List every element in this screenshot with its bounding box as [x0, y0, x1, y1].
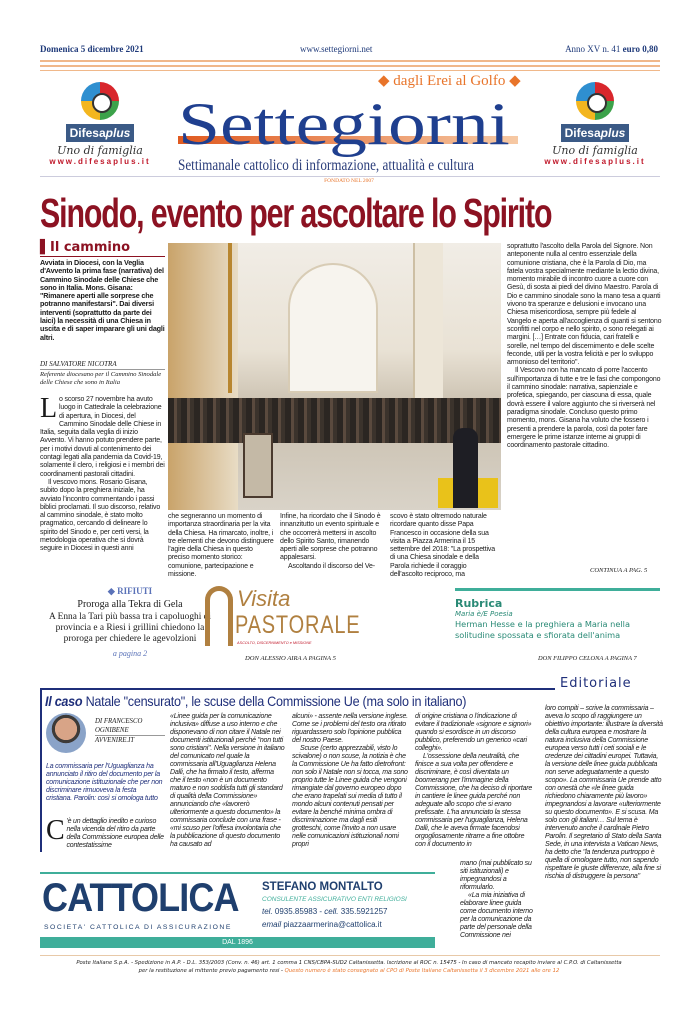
article-summary: Avviata in Diocesi, con la Veglia d'Avvento la prima fase (narrativa) del Cammino Sinodale delle Chiese che sono in Italia. Mons. Gisana: "Rimanere aperti alle sorprese che potranno manifestarsi". Dai diversi interventi (soprattutto da parte dei laici) la necessità di una Chiesa in uscita e di saper imparare gli uni dagli altri. — [40, 258, 165, 342]
ad-rule — [40, 872, 435, 874]
continue-link[interactable]: CONTINUA A PAG. 5 — [590, 567, 648, 574]
divider — [40, 65, 660, 67]
rubrica-ref: DON FILIPPO CELONA A PAGINA 7 — [538, 655, 637, 662]
editorial-byline: DI FRANCESCO OGNIBENE AVVENIRE.IT — [95, 717, 165, 745]
rifiuti-text: A Enna la Tari più bassa tra i capoluoghi di provincia e a Riesi i grillini chiedono la proroga per chiedere le agevolzioni — [49, 612, 211, 644]
sponsor-url: www.difesaplus.it — [544, 157, 646, 166]
editorial-column-5: loro compiti – scrive la commissaria – aveva lo scopo di raggiungere un obiettivo importante: illustrare la diversità della cultura europea e mostrare la natura inclusiva della Commissione europea verso tutti i ceti sociali e le credenze dei cittadini europei. Tuttavia, la versione delle linee guida pubblicata non serve adeguatamente a questo scopo». La commissaria Ue prende atto con onestà che «le linee guida richiedono chiaramente più lavoro» impegnandosi a lavorare «ulteriormente su questo documento». E si scusa. Ma solo con gli italiani… Sul tema è intervenuto anche il cardinale Pietro Parolin. Il segretario di Stato della Santa Sede, in una intervista a Vatican News, ha detto che "la tendenza purtroppo è quella di omologare tutto, non sapendo rispettare le giuste differenze, alla fine si rischia di distruggere la persona" — [545, 705, 663, 880]
sponsor-slogan: Uno di famiglia — [552, 144, 638, 157]
divider — [40, 60, 660, 62]
editorial-frame-left — [40, 688, 42, 852]
byline-role: Referente diocesano per il Cammino Sinodale delle Chiese che sono in Italia — [40, 371, 162, 386]
article-column-5: soprattutto l'ascolto della Parola del Signore. Non anteponente nulla al centro essenziale della comunione cristiana, che è la Parola di Dio, ma fatela vostra specialmente mediante la lectio divina, momento mirabile di incontro cuore a cuore con Gesù, di sosta ai piedi del divino Maestro. Parola di Dio e cammino sinodale sono la mano tesa a quanti vivono tra speranze e delusioni e invocano una Chiesa misericordiosa, sempre più fedele al Vangelo e aperta all'accoglienza di quanti si sentono sconfitti nel corpo e nello spirito, o sono relegati ai margini. […] Entrate con fiducia, cari fratelli e sorelle, nel tempo del discernimento e delle scelte feconde, utili per la vostra felicità e per lo sviluppo armonioso del territorio". Il Vescovo non ha mancato di porre l'accento sull'importanza di tutte e tre le fasi che compongono il cammino sinodale: narrativa, sapienziale e profetica, spiegando, per ciascuna di essa, quale dovrà essere il valore aggiunto che si riverserà nel paradigma sinodale. Concluso questo primo momento, mons. Gisana ha voluto che fossero i presenti a prendere la parola, così da poter fare emergere le prime istanze interne ai gruppi di coordinamento pastorale cittadino. — [507, 243, 662, 450]
main-headline[interactable]: Sinodo, evento per ascoltare lo Spirito — [40, 190, 552, 236]
crozier-icon — [205, 586, 233, 646]
editorial-title: Il caso Natale "censurato", le scuse della Commissione Ue (ma solo in italiano) — [45, 693, 467, 709]
ad-since: DAL 1896 — [40, 937, 435, 948]
ad-phone: tel. 0935.85983 - cell. 335.5921257 — [262, 907, 388, 916]
masthead-subtitle: Settimanale cattolico di informazione, attualità e cultura — [178, 157, 474, 174]
author-photo — [46, 713, 86, 753]
editorial-column-2: «Linee guida per la comunicazione inclusiva» diffuse a uso interno e che disponevano di non citare il Natale nei documenti istituzionali perché "non tutti sono cristiani". Nella versione in italiano del comunicato nel quale la commissaria all'Uguaglianza Helena Dalli, che ha firmato il testo, afferma che il testo «non è un documento maturo e non soddisfa tutti gli standard di qualità della Commissione» annunciando che «lavorerò ulteriormente a questo documento» la commissaria conclude con una frase - «mi scuso per l'offesa involontaria che la pubblicazione di questo documento ha causato ad — [170, 713, 285, 848]
visita-pastorale-logo[interactable]: Visita PASTORALE ASCOLTO, DISCERNIMENTO e MISSIONE — [205, 586, 335, 648]
editorial-column-1: C 'è un dettaglio inedito e curioso nella vicenda del ritiro da parte della Commissione europea delle contestatissime — [46, 815, 164, 849]
rifiuti-ref: a pagina 2 — [112, 649, 148, 658]
divider — [40, 955, 660, 956]
issue-number: Anno XV n. 41 euro 0,80 — [565, 44, 658, 54]
article-column-1: Lo scorso 27 novembre ha avuto luogo in Cattedrale la celebrazione di apertura, in Diocesi, del Cammino Sinodale delle Chiese in Italia, seguita dalla veglia di inizio Avvento. Vi hanno potuto prendere parte, per i motivi dovuti al contenimento dei contagi legati alla pandemia da Covid-19, solamente il clero, i religiosi e i membri dei coordinamenti pastorali cittadini. Il vescovo mons. Rosario Gisana, subito dopo la preghiera iniziale, ha avviato l'incontro commentando i passi biblici proclamati. Il suo discorso, relativo al cammino sinodale, è stato molto pragmatico, cercando di delineare lo spirito del Sinodo e, per certi versi, la metodologia operativa che si dovrà seguire in Diocesi in questi anni — [40, 393, 165, 553]
divider — [40, 176, 660, 177]
rifiuti-kicker: ◆ RIFIUTI — [107, 586, 153, 596]
postal-footer: Poste Italiane S.p.A. - Spedizione in A.P. - D.L. 353/2003 (Conv. n. 46) art. 1 comma 1 CNS/CBPA-SUD2 Caltanissetta. Iscrizione al ROC n. 15475 - In caso di mancato recapito inviare al C.P.O. di Caltanissetta per la restituzione al mittente previo pagamento resi - Questo numero è stato consegnato al CPO di Poste Italiane Caltanissetta il 3 dicembre 2021 alle ore 12 — [76, 960, 622, 974]
masthead-title: Settegiorni — [178, 91, 510, 157]
sponsor-slogan: Uno di famiglia — [57, 144, 143, 157]
article-column-2: che segneranno un momento di importanza straordinaria per la vita della Chiesa. Ha rimarcato, inoltre, i tre elementi che devono distinguere l'agire della Chiesa in questo preciso momento storico: comunione, partecipazione e missione. — [168, 513, 274, 579]
article-column-4: scovo è stato oltremodo naturale ricordare quanto disse Papa Francesco in occasione della sua visita a Piazza Armerina il 15 settembre del 2018: "La prospettiva di una Chiesa sinodale e della Parola richiede il coraggio dell'ascolto reciproco, ma — [390, 513, 496, 579]
ad-email: email piazzaarmerina@cattolica.it — [262, 920, 382, 929]
masthead-tagline: ◆ dagli Erei al Golfo ◆ — [378, 73, 521, 89]
article-byline: DI SALVATORE NICOTRA — [40, 360, 165, 370]
editorial-label: Editoriale — [560, 676, 632, 691]
difesaplus-wheel-icon — [576, 82, 614, 120]
editorial-summary: La commissaria per l'Uguaglianza ha annunciato il ritiro del documento per la comunicazione istituzionale che per non discriminare rimuoveva la festa cristiana. Parolin: così si omologa tutto — [46, 763, 163, 802]
editorial-column-4: di origine cristiana o l'indicazione di evitare il tradizionale «signore e signori» quando si esordisce in un discorso pubblico, preferendo un generico «cari colleghi». L'ossessione della neutralità, che finisce a sua volta per offendere e discriminare, è così diventata un boomerang per l'immagine della Commissione, che ha deciso di riportare in cantiere le linee guida perché non adeguate allo scopo che si erano prefissate. L'ha annunciato la stessa commissaria per l'uguaglianza, Helena Dalli, che le aveva firmate facendosi orgogliosamente ritrarre a fine ottobre con il documento in — [415, 713, 533, 848]
dropcap: C — [46, 815, 65, 846]
divider — [40, 70, 660, 71]
ad-company: SOCIETA' CATTOLICA DI ASSICURAZIONE — [44, 924, 232, 931]
cattolica-ad[interactable] — [40, 872, 435, 950]
difesaplus-wheel-icon — [81, 82, 119, 120]
article-column-3: Infine, ha ricordato che il Sinodo è innanzitutto un evento spirituale e che occorrerà mettersi in ascolto dello Spirito Santo, rimanendo aperti alle sorprese che potranno appalesarsi. Ascoltando il discorso del Ve- — [280, 513, 381, 570]
founded-note: FONDATO NEL 2007 — [324, 178, 374, 184]
cattolica-logo: CATTOLICA — [42, 876, 239, 920]
sponsor-logo-left[interactable] — [45, 82, 155, 166]
visita-ref: DON ALESSIO AIRA A PAGINA 5 — [245, 655, 336, 662]
sponsor-brand: Difesaplus — [561, 124, 630, 142]
rubrica-box[interactable]: Rubrica Maria è/E Poesia Herman Hesse e la preghiera a Maria nella solitudine spossata e sfiorata dell'anima — [455, 597, 630, 640]
sponsor-brand: Difesaplus — [66, 124, 135, 142]
ad-name: STEFANO MONTALTO — [262, 881, 383, 893]
editorial-frame-top — [40, 688, 555, 690]
rubrica-bar — [455, 588, 660, 591]
rifiuti-title: Proroga alla Tekra di Gela — [77, 599, 183, 610]
editorial-column-4-cont: mano (mai pubblicato su siti istituzionali) e impegnandosi a riformularlo. «La mia iniziativa di elaborare linee guida come documento interno per la comunicazione da parte del personale della Commissione nei — [460, 860, 533, 939]
ad-role: CONSULENTE ASSICURATIVO ENTI RELIGIOSI — [262, 896, 407, 903]
issue-date: Domenica 5 dicembre 2021 — [40, 44, 144, 54]
editorial-column-3: alcuni» - assente nella versione inglese. Come se i problemi del testo ora ritirato riguardassero solo l'opinione pubblica del nostro Paese. Scuse (certo apprezzabili, visto lo scivalone) o non scuse, la notizia è che la Commissione Ue ha fatto dietrofront: non solo il Natale non si tocca, ma sono proprio tutte le Linee guida che vengoni rimangiate dal governo europeo dopo che erano trapelati sui media di tutto il mondo alcuni contenuti pensati per evitare la benché minima ombra di discriminazione ma dagli esiti grotteschi, come l'invito a non usare nelle comunicazioni istituzionali nomi propri — [292, 713, 408, 848]
cathedral-photo — [168, 243, 501, 510]
sponsor-url: www.difesaplus.it — [49, 157, 151, 166]
rifiuti-box[interactable] — [40, 586, 220, 658]
website-link[interactable]: www.settegiorni.net — [300, 44, 373, 54]
section-kicker: ▌Il cammino — [40, 240, 165, 257]
dropcap: L — [40, 393, 57, 424]
sponsor-logo-right[interactable] — [540, 82, 650, 166]
